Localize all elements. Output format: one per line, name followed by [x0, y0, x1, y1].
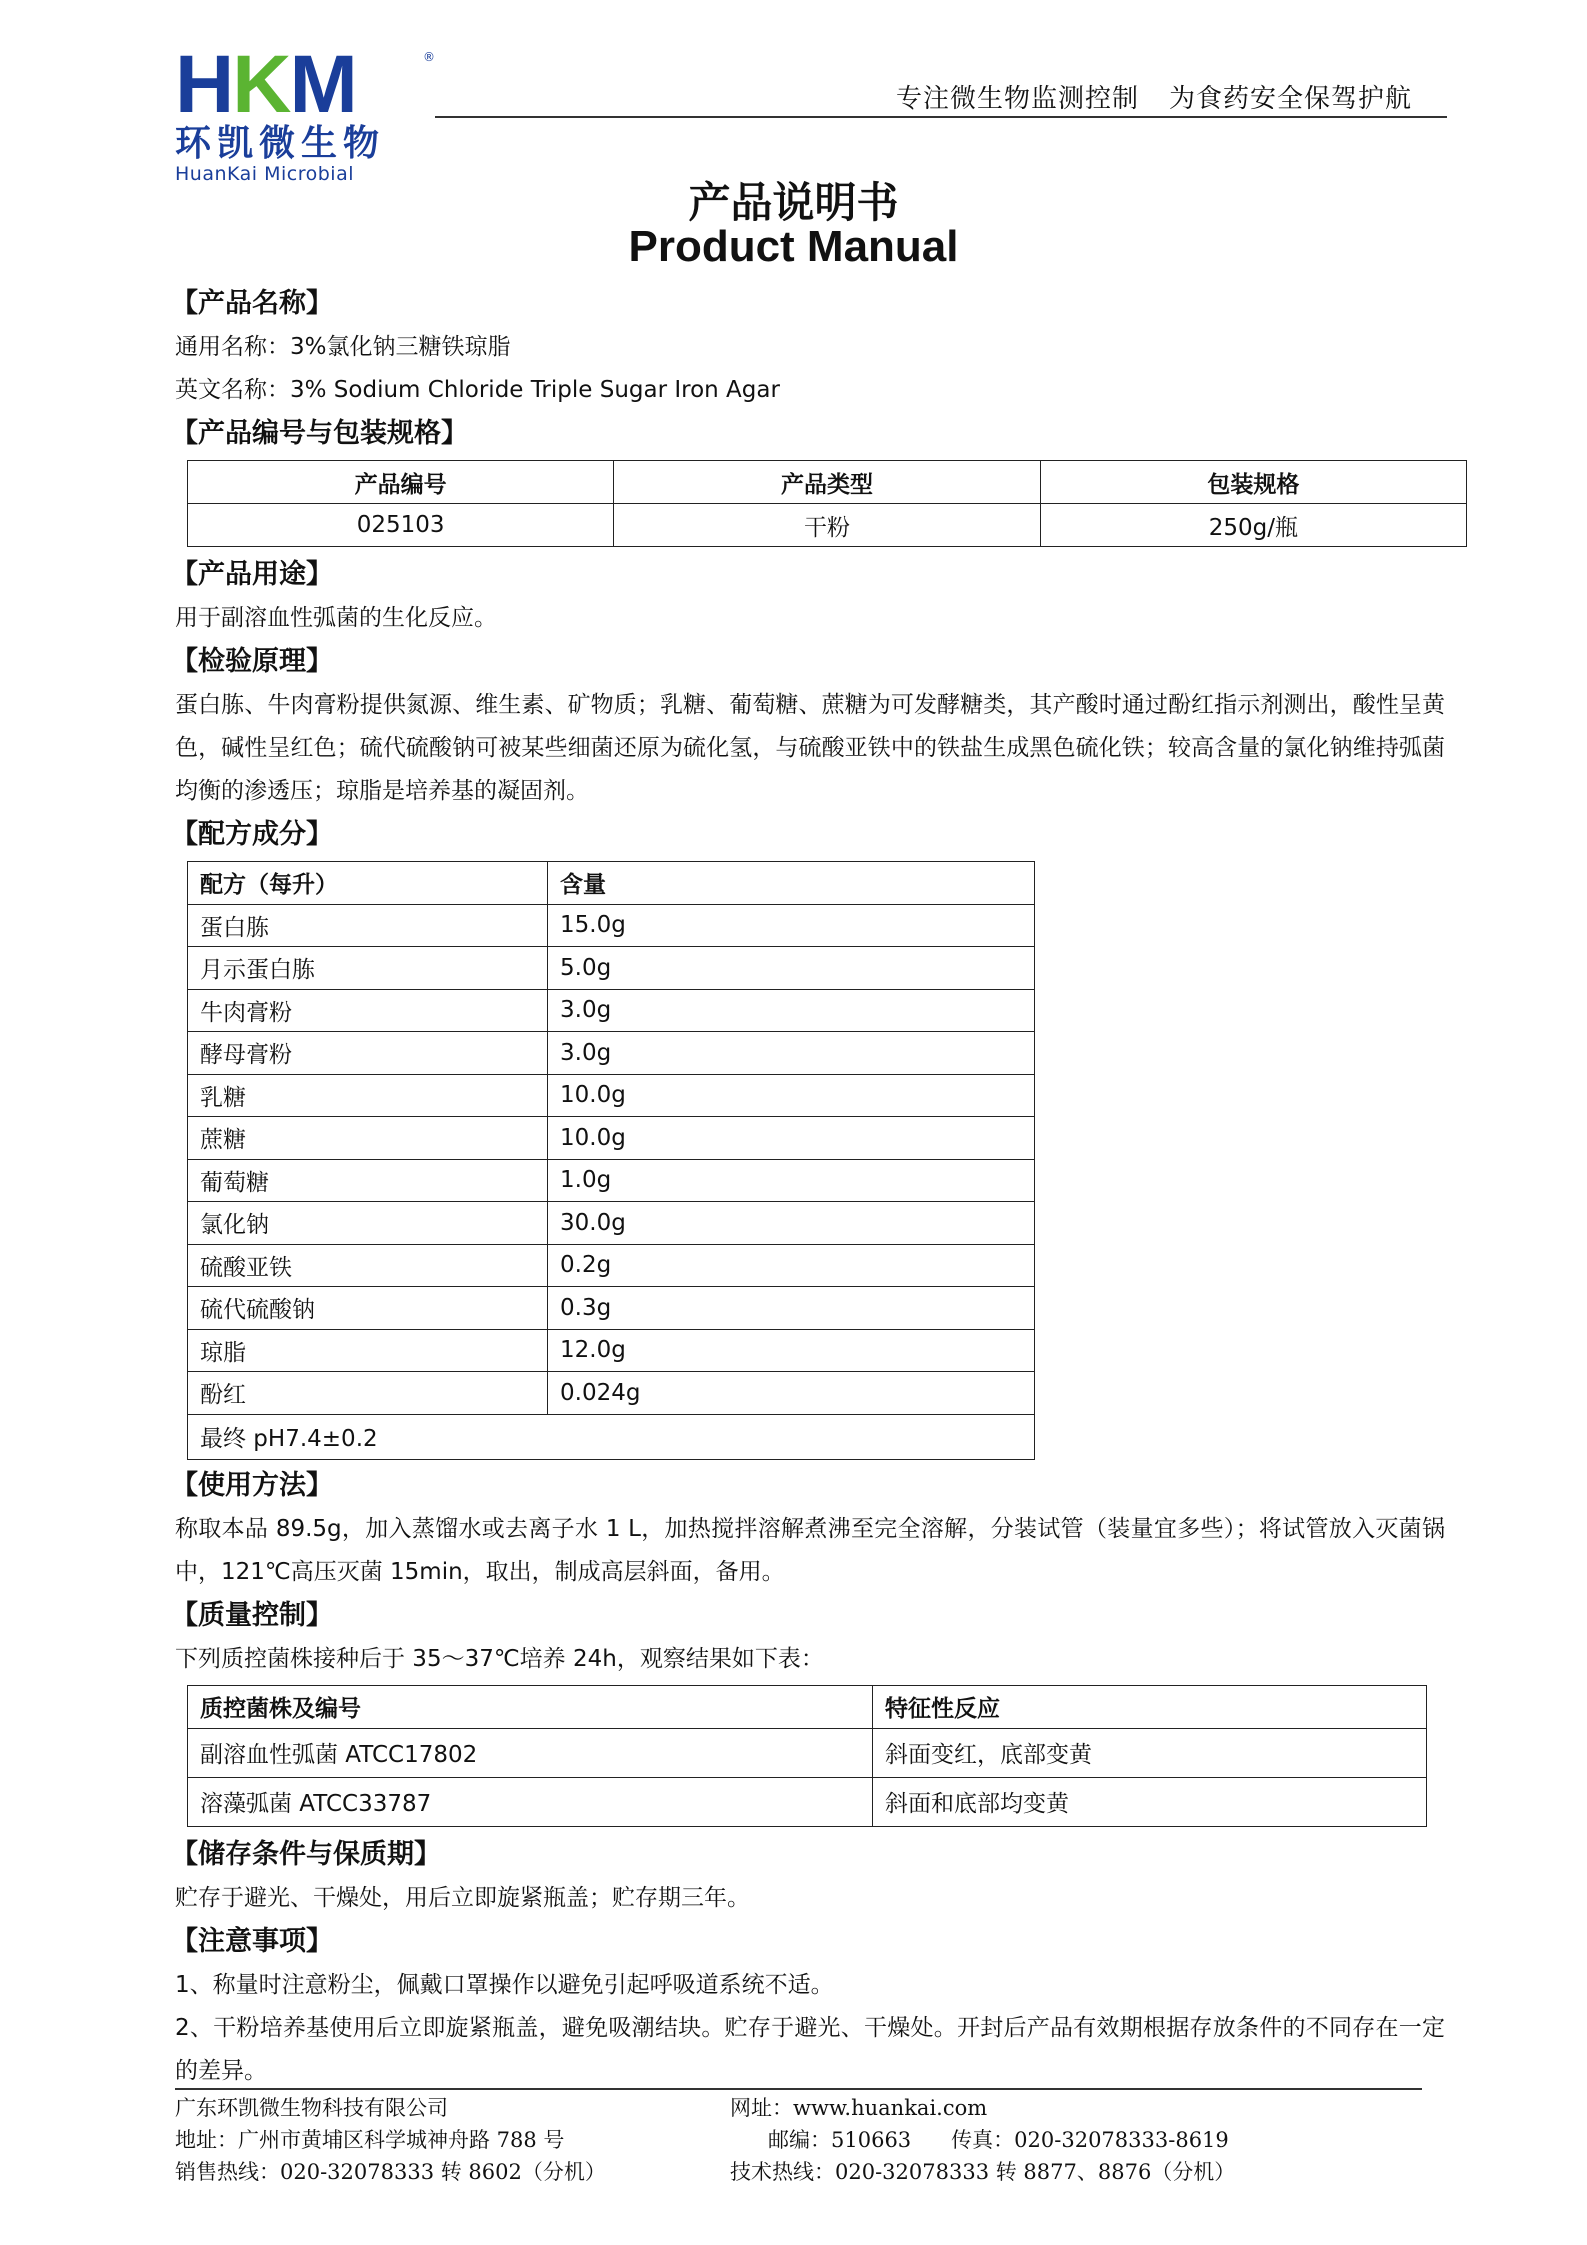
formula-ingredient: 蔗糖 — [188, 1117, 548, 1160]
use-text: 用于副溶血性弧菌的生化反应。 — [175, 605, 497, 631]
table-row — [188, 1032, 1035, 1075]
title-english: Product Manual — [628, 222, 959, 271]
company-logo — [175, 39, 435, 185]
formula-ingredient: 琼脂 — [188, 1329, 548, 1372]
formula-ingredient: 乳糖 — [188, 1074, 548, 1117]
registered-mark: ® — [423, 50, 435, 64]
section-heading-use: 【产品用途】 — [171, 559, 333, 590]
storage-text: 贮存于避光、干燥处，用后立即旋紧瓶盖；贮存期三年。 — [175, 1884, 750, 1911]
manual-content — [171, 282, 1445, 2093]
qc-reaction: 斜面和底部均变黄 — [873, 1777, 1427, 1826]
table-row — [188, 1202, 1035, 1245]
formula-ingredient: 葡萄糖 — [188, 1159, 548, 1202]
footer-tech-hotline: 技术热线：020-32078333 转 8877、8876（分机） — [730, 2160, 1236, 2184]
note-item: 2、干粉培养基使用后立即旋紧瓶盖，避免吸潮结块。贮存于避光、干燥处。开封后产品有效期根据存放条件的不同存在一定的差异。 — [175, 2014, 1445, 2084]
qc-reaction: 斜面变红，底部变黄 — [873, 1728, 1427, 1777]
final-ph: 最终 pH7.4±0.2 — [188, 1414, 1035, 1459]
table-row — [188, 1777, 1427, 1826]
title-chinese: 产品说明书 — [688, 178, 899, 227]
qc-table — [187, 1685, 1427, 1827]
section-heading-spec: 【产品编号与包装规格】 — [171, 418, 468, 449]
formula-ingredient: 硫代硫酸钠 — [188, 1287, 548, 1330]
package-size: 250g/瓶 — [1040, 504, 1466, 547]
table-header-row — [188, 1685, 1427, 1728]
table-row — [188, 1372, 1035, 1415]
table-row — [188, 1117, 1035, 1160]
footer-sales-hotline: 销售热线：020-32078333 转 8602（分机） — [175, 2160, 606, 2184]
logo-english-name: HuanKai Microbial — [175, 163, 354, 185]
formula-amount: 15.0g — [548, 904, 1035, 947]
table-row — [188, 947, 1035, 990]
method-text: 称取本品 89.5g，加入蒸馏水或去离子水 1 L，加热搅拌溶解煮沸至完全溶解，分装试管（装量宜多些）；将试管放入灭菌锅中，121℃高压灭菌 15min，取出，制成高层斜面，备用。 — [175, 1515, 1445, 1585]
section-heading-principle: 【检验原理】 — [171, 646, 333, 677]
formula-amount: 0.3g — [548, 1287, 1035, 1330]
formula-amount: 5.0g — [548, 947, 1035, 990]
table-header-cell: 质控菌株及编号 — [188, 1685, 873, 1728]
page-footer — [175, 2092, 1422, 2188]
footer-company: 广东环凯微生物科技有限公司 — [175, 2096, 448, 2120]
formula-ingredient: 蛋白胨 — [188, 904, 548, 947]
table-row — [188, 504, 1467, 547]
table-row — [188, 1287, 1035, 1330]
product-type: 干粉 — [614, 504, 1040, 547]
principle-text: 蛋白胨、牛肉膏粉提供氮源、维生素、矿物质；乳糖、葡萄糖、蔗糖为可发酵糖类，其产酸时通过酚红指示剂测出，酸性呈黄色，碱性呈红色；硫代硫酸钠可被某些细菌还原为硫化氢，与硫酸亚铁中的铁盐生成黑色硫化铁；较高含量的氯化钠维持弧菌均衡的渗透压；琼脂是培养基的凝固剂。 — [175, 692, 1445, 804]
table-header-cell: 产品类型 — [614, 461, 1040, 504]
footer-fax: 传真：020-32078333-8619 — [951, 2128, 1229, 2152]
section-heading-storage: 【储存条件与保质期】 — [171, 1838, 441, 1870]
table-row — [188, 1074, 1035, 1117]
formula-amount: 10.0g — [548, 1117, 1035, 1160]
section-heading-formula: 【配方成分】 — [171, 819, 333, 850]
formula-amount: 3.0g — [548, 1032, 1035, 1075]
formula-table — [187, 861, 1035, 1460]
section-heading-method: 【使用方法】 — [171, 1469, 333, 1501]
formula-ingredient: 月示蛋白胨 — [188, 947, 548, 990]
formula-ingredient: 酚红 — [188, 1372, 548, 1415]
table-row — [188, 1159, 1035, 1202]
table-header-cell: 产品编号 — [188, 461, 614, 504]
qc-intro: 下列质控菌株接种后于 35～37℃培养 24h，观察结果如下表： — [175, 1645, 824, 1672]
formula-amount: 10.0g — [548, 1074, 1035, 1117]
qc-strain: 溶藻弧菌 ATCC33787 — [188, 1777, 873, 1826]
table-row — [188, 1728, 1427, 1777]
table-row — [188, 1329, 1035, 1372]
table-row — [188, 989, 1035, 1032]
table-row — [188, 1244, 1035, 1287]
header-slogan: 专注微生物监测控制 为食药安全保驾护航 — [895, 84, 1412, 114]
logo-chinese-name: 环凯微生物 — [175, 123, 386, 164]
qc-strain: 副溶血性弧菌 ATCC17802 — [188, 1728, 873, 1777]
section-heading-name: 【产品名称】 — [171, 288, 333, 319]
formula-ingredient: 硫酸亚铁 — [188, 1244, 548, 1287]
formula-amount: 30.0g — [548, 1202, 1035, 1245]
section-heading-notes: 【注意事项】 — [171, 1925, 333, 1957]
formula-rows — [188, 904, 1035, 1414]
footer-divider — [175, 2088, 1422, 2090]
formula-ingredient: 氯化钠 — [188, 1202, 548, 1245]
section-heading-qc: 【质量控制】 — [171, 1599, 333, 1631]
formula-amount: 0.024g — [548, 1372, 1035, 1415]
table-header-cell: 含量 — [548, 862, 1035, 905]
common-name: 通用名称：3%氯化钠三糖铁琼脂 — [175, 334, 511, 360]
formula-ingredient: 酵母膏粉 — [188, 1032, 548, 1075]
table-footer-row — [188, 1414, 1035, 1459]
table-header-row — [188, 461, 1467, 504]
product-code: 025103 — [188, 504, 614, 547]
spec-table — [187, 460, 1467, 547]
table-header-cell: 配方（每升） — [188, 862, 548, 905]
table-header-cell: 特征性反应 — [873, 1685, 1427, 1728]
formula-amount: 3.0g — [548, 989, 1035, 1032]
formula-amount: 12.0g — [548, 1329, 1035, 1372]
header-divider — [435, 116, 1447, 118]
note-item: 1、称量时注意粉尘，佩戴口罩操作以避免引起呼吸道系统不适。 — [175, 1971, 834, 1998]
footer-website: 网址：www.huankai.com — [730, 2096, 988, 2120]
table-header-row — [188, 862, 1035, 905]
formula-ingredient: 牛肉膏粉 — [188, 989, 548, 1032]
english-name: 英文名称：3% Sodium Chloride Triple Sugar Iron Agar — [175, 377, 780, 403]
logo-mark: HKM — [175, 39, 356, 130]
formula-amount: 0.2g — [548, 1244, 1035, 1287]
footer-postcode: 邮编：510663 — [768, 2128, 912, 2152]
formula-amount: 1.0g — [548, 1159, 1035, 1202]
table-row — [188, 904, 1035, 947]
table-header-cell: 包装规格 — [1040, 461, 1466, 504]
footer-address: 地址：广州市黄埔区科学城神舟路 788 号 — [175, 2128, 565, 2152]
